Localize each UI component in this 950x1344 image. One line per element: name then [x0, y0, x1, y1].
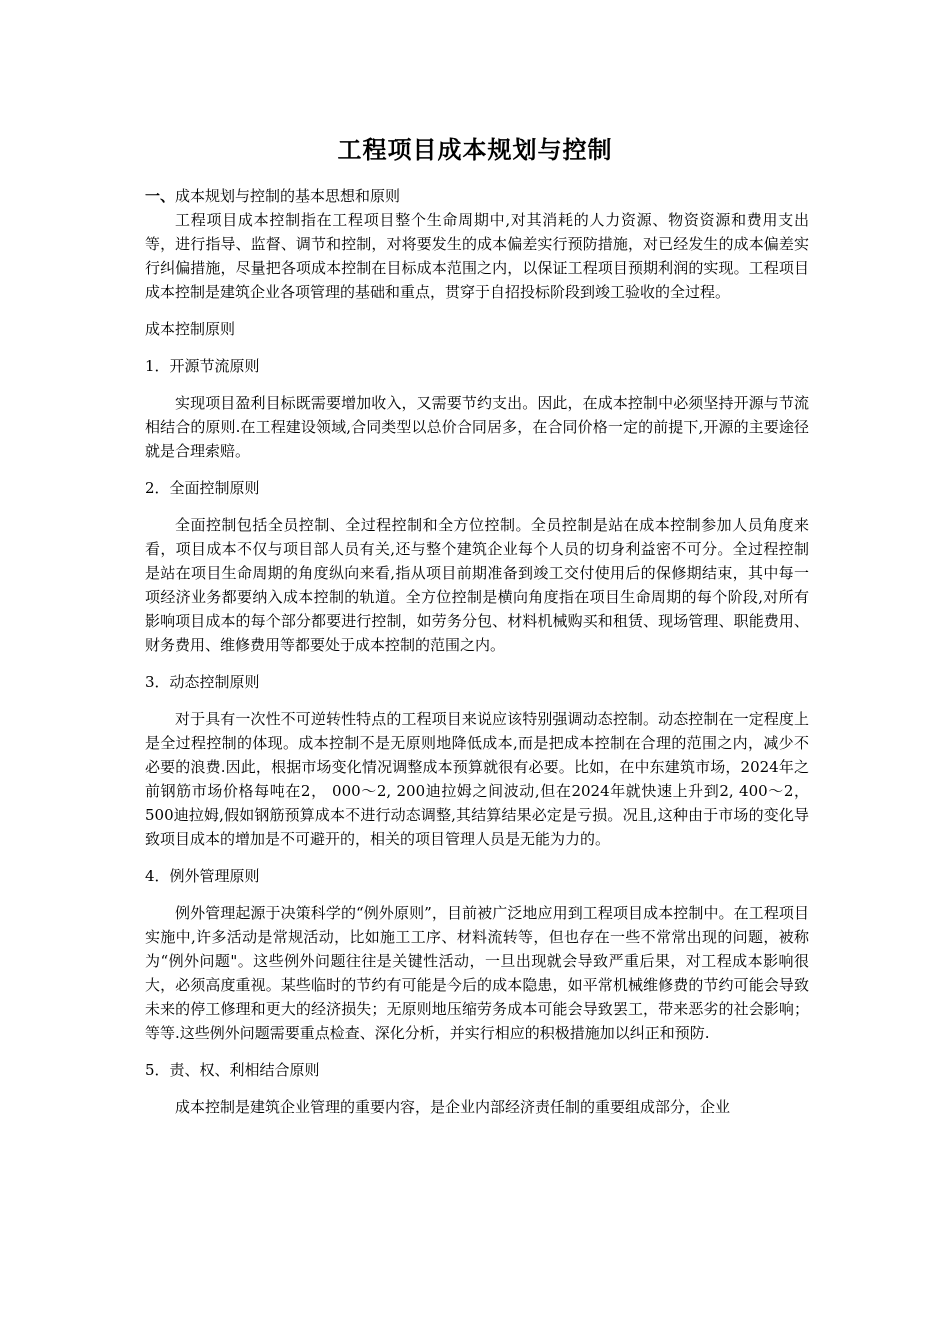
principles-label: 成本控制原则: [145, 320, 236, 338]
document-body: [145, 184, 809, 1119]
principle-heading-5: 5．责、权、利相结合原则: [145, 1061, 320, 1079]
document-title: 工程项目成本规划与控制: [337, 136, 613, 164]
principle-heading-2: 2．全面控制原则: [145, 479, 260, 497]
section-number: 一、: [145, 187, 176, 205]
principle-text-2: 全面控制包括全员控制、全过程控制和全方位控制。全员控制是站在成本控制参加人员角度来看，项目成本不仅与项目部人员有关,还与整个建筑企业每个人员的切身利益密不可分。全过程控制是站在项目生命周期的角度纵向来看,指从项目前期准备到竣工交付使用后的保修期结束，其中每一项经济业务都要纳入成本控制的轨道。全方位控制是横向角度指在项目生命周期的每个阶段,对所有影响项目成本的每个部分都要进行控制，如劳务分包、材料机械购买和租赁、现场管理、职能费用、财务费用、维修费用等都要处于成本控制的范围之内。: [145, 516, 809, 654]
principle-text-3: 对于具有一次性不可逆转性特点的工程项目来说应该特别强调动态控制。动态控制在一定程度上是全过程控制的体现。成本控制不是无原则地降低成本,而是把成本控制在合理的范围之内，减少不必要的浪费.因此，根据市场变化情况调整成本预算就很有必要。比如，在中东建筑市场，2024年之前钢筋市场价格每吨在2， 000～2, 200迪拉姆之间波动,但在2024年就快速上升到2, 400～2， 500迪拉姆,假如钢筋预算成本不进行动态调整,其结算结果必定是亏损。况且,这种由于市场的变化导致项目成本的增加是不可避开的，相关的项目管理人员是无能为力的。: [145, 710, 809, 848]
section-heading: [145, 184, 809, 208]
principle-heading-1: 1．开源节流原则: [145, 357, 260, 375]
section-heading-text: 成本规划与控制的基本思想和原则: [175, 187, 401, 205]
principle-heading-4: 4．例外管理原则: [145, 867, 260, 885]
principle-text-5: 成本控制是建筑企业管理的重要内容，是企业内部经济责任制的重要组成部分，企业: [175, 1098, 731, 1116]
principle-text-4: 例外管理起源于决策科学的“例外原则”，目前被广泛地应用到工程项目成本控制中。在工程项目实施中,许多活动是常规活动，比如施工工序、材料流转等，但也存在一些不常常出现的问题，被称为“例外问题"。这些例外问题往往是关键性活动，一旦出现就会导致严重后果，对工程成本影响很大，必须高度重视。某些临时的节约有可能是今后的成本隐患，如平常机械维修费的节约可能会导致未来的停工修理和更大的经济损失；无原则地压缩劳务成本可能会导致罢工，带来恶劣的社会影响；等等.这些例外问题需要重点检查、深化分析，并实行相应的积极措施加以纠正和预防.: [145, 904, 809, 1042]
principle-heading-3: 3．动态控制原则: [145, 673, 260, 691]
intro-paragraph: 工程项目成本控制指在工程项目整个生命周期中,对其消耗的人力资源、物资资源和费用支出等，进行指导、监督、调节和控制，对将要发生的成本偏差实行预防措施，对已经发生的成本偏差实行纠偏措施，尽量把各项成本控制在目标成本范围之内，以保证工程项目预期利润的实现。工程项目成本控制是建筑企业各项管理的基础和重点，贯穿于自招投标阶段到竣工验收的全过程。: [145, 211, 809, 301]
principle-text-1: 实现项目盈利目标既需要增加收入，又需要节约支出。因此，在成本控制中必须坚持开源与节流相结合的原则.在工程建设领域,合同类型以总价合同居多，在合同价格一定的前提下,开源的主要途径就是合理索赔。: [145, 394, 809, 460]
